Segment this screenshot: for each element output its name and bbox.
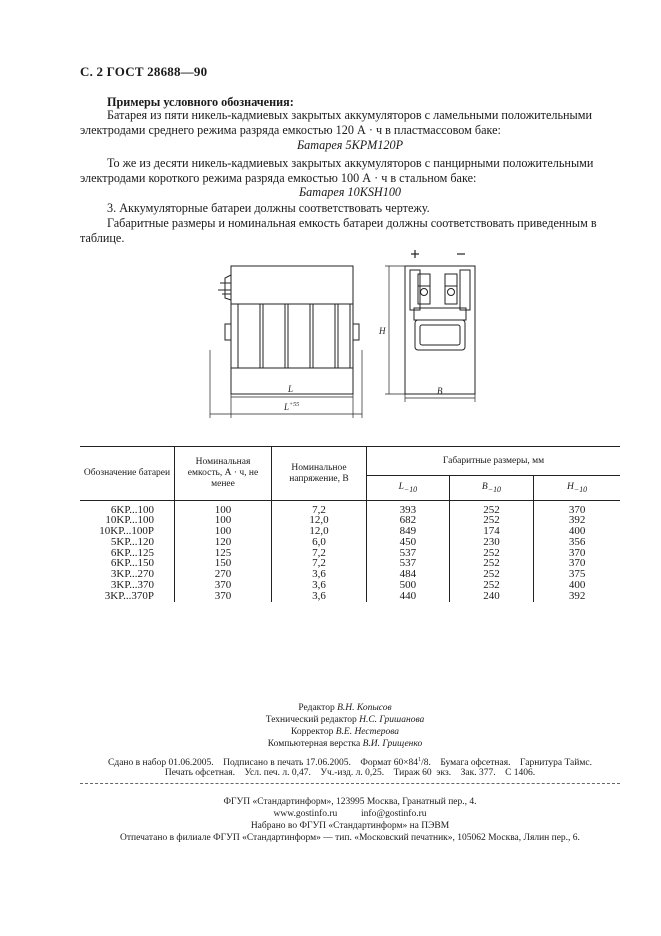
col-voltage: Номинальное напряжение, В [272,447,367,501]
example-designation-2: Батарея 10KSH100 [298,185,402,199]
editor-line: Редактор В.Н. Копысов [298,703,392,713]
paragraph-4: Габаритные размеры и номинальная емкость батареи должны соответствовать приведенным в таблице. [80,216,597,245]
paragraph-3: 3. Аккумуляторные батареи должны соответствовать чертежу. [107,201,430,215]
col-L: $L_{-10}$ [367,476,450,501]
front-view [210,266,362,418]
editor-line: Компьютерная верстка В.И. Грищенко [267,739,423,749]
web-line: www.gostinfo.ru info@gostinfo.ru [273,809,427,819]
typeset-line: Набрано во ФГУП «Стандартинформ» на ПЭВМ [250,821,450,831]
printed-line: Отпечатано в филиале ФГУП «Стандартинформ» — тип. «Московский печатник», 105062 Москва, Лялин пер., 6. [120,833,580,843]
publisher-line: ФГУП «Стандартинформ», 123995 Москва, Гранатный пер., 4. [223,797,477,807]
table-row: 3KP...370 370 3,6 500 252 400 [80,580,620,591]
table-row: 6KP...125 125 7,2 537 252 370 [80,548,620,559]
table-row: 3KP...270 270 3,6 484 252 375 [80,569,620,580]
table-row: 10KP...100 100 12,0 682 252 392 [80,515,620,526]
label-B: B [437,386,443,396]
label-H: H [379,326,386,336]
editor-line: Технический редактор Н.С. Гришанова [265,715,425,725]
imprint-line-2: Печать офсетная. Усл. печ. л. 0,47. Уч.-изд. л. 0,25. Тираж 60 экз. Зак. 377. С 1406. [164,768,536,778]
dimensions-table [80,446,620,602]
side-view [385,250,475,402]
table-row: 6KP...100 100 7,2 393 252 370 [80,505,620,516]
table-row: 10KP...100P 100 12,0 849 174 400 [80,526,620,537]
label-L-plus-55: $L^{+55}$ [284,402,300,412]
paragraph-2: То же из десяти никель-кадмиевых закрытых аккумуляторов с панцирными положительными электродами короткого режима разряда емкостью 100 А · ч в стальном баке: [80,156,594,185]
table-row: 3KP...370P 370 3,6 440 240 392 [80,591,620,602]
col-designation: Обозначение батареи [80,447,175,501]
editors-block [220,702,470,750]
divider [80,783,620,784]
col-dims: Габаритные размеры, мм [367,447,621,476]
example-designation-1: Батарея 5KPM120P [296,138,404,152]
col-B: $B_{-10}$ [449,476,533,501]
paragraph-1: Батарея из пяти никель-кадмиевых закрытых аккумуляторов с ламельными положительными электродами среднего режима разряда емкостью 120 А · ч в пластмассовом баке: [80,108,592,137]
page-header: С. 2 ГОСТ 28688—90 [80,64,208,79]
table-row: 6KP...150 150 7,2 537 252 370 [80,558,620,569]
editor-line: Корректор В.Е. Нестерова [290,727,400,737]
table-row: 5KP...120 120 6,0 450 230 356 [80,537,620,548]
col-H: $H_{-10}$ [534,476,620,501]
label-L: L [288,384,294,394]
col-capacity: Номинальная емкость, А · ч, не менее [175,447,272,501]
battery-drawing [200,250,500,425]
imprint-line-1: Сдано в набор 01.06.2005. Подписано в печать 17.06.2005. Формат $60\times 84^1/8$. Бумага офсетная. Гарнитура Таймс. [108,757,592,769]
examples-title: Примеры условного обозначения: [107,95,294,109]
